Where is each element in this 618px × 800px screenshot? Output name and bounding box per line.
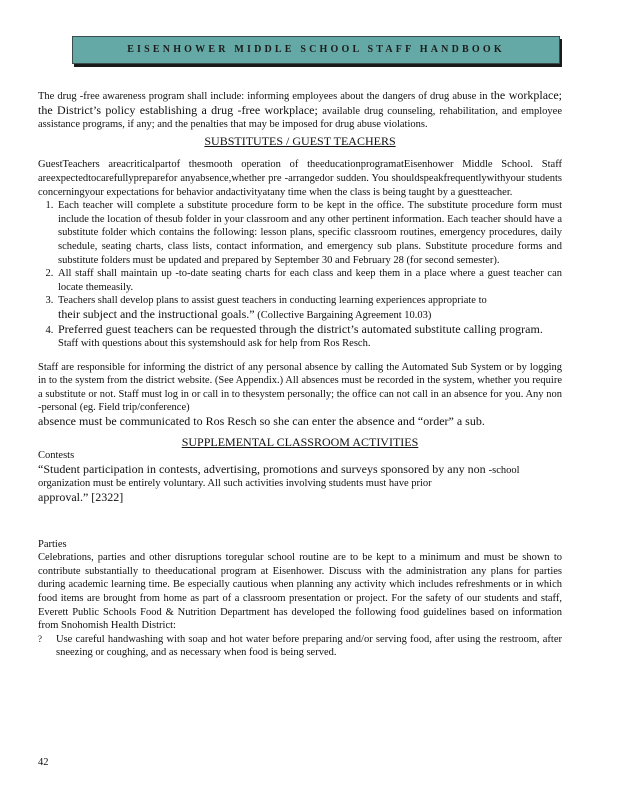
contests-paragraph: “Student participation in contests, advertising, promotions and surveys sponsored by any non -school organization must be entirely voluntary. All such activities involving students must have prior approval.” [2322] (38, 461, 520, 505)
absence-paragraph: Staff are responsible for informing the district of any personal absence by calling the Automated Sub System or by logging in to the system from the district website. (See Appendix.) All absences must be recorded in the system, whether you require a substitute or not. Staff must log in or call in to thesystem personally; the office can not call in an absence for you. Any non -personal (eg. Field trip/conference) absence must be communicated to Ros Resch so she can enter the absence and “order” a sub. (38, 361, 562, 429)
handbook-header-banner (72, 36, 560, 64)
parties-paragraph: Celebrations, parties and other disruptions toregular school routine are to be kept to a minimum and must be shown to contribute substantially to theeducational program at Eisenhower. Discuss with the administration any plans for parties during academic learning time. Be especially cautious when planning any activity which includes refreshments or in which food items are brought from home as part of a classroom presentation or project. For the safety of our students and staff, Everett Public Schools Food & Nutrition Department has developed the following food guidelines based on information from Snohomish Health District: (38, 552, 562, 632)
food-guidelines-list (38, 633, 562, 660)
page-number: 42 (38, 757, 49, 768)
handbook-title: EISENHOWER MIDDLE SCHOOL STAFF HANDBOOK (127, 44, 505, 55)
substitutes-paragraph: GuestTeachers areacriticalpartof thesmooth operation of theeducationprogramatEisenhower Middle School. Staff areexpectedtocarefullypreparefor anyabsence,whether pre -arrangedor sudden. You shouldspeakfrequentlywithyour students concerningyour expectations for behavior andactivityatany time when the class is being taught by a guestteacher. (38, 159, 562, 198)
list-item: 1. Each teacher will complete a substitute procedure form to be kept in the office. The substitute procedure form must include the location of thesub folder in your classroom and any other pertinent information. Each teacher should have a substitute folder which contains the following: lesson plans, specific classroom routines, emergency procedures, daily schedule, seating charts, class lists, contact information, and emergency sub plans. Substitute procedure forms and substitute folders must be updated and prepared by September 30 and February 28 (for second semester). (56, 199, 562, 267)
drug-free-paragraph: The drug -free awareness program shall include: informing employees about the dangers of drug abuse in the workplace; the District’s policy establishing a drug -free workplace; available drug counseling, rehabilitation, and employee assistance programs, if any; and the penalties that may be imposed for drug abuse violations. (38, 88, 563, 131)
parties-label: Parties (38, 538, 67, 550)
contests-label: Contests (38, 450, 75, 462)
list-item: 2. All staff shall maintain up -to-date seating charts for each class and keep them in a place where a guest teacher can locate themeasily. (56, 267, 562, 294)
list-item: 3. Teachers shall develop plans to assist guest teachers in conducting learning experiences appropriate to their subject and the instructional goals.” (Collective Bargaining Agreement 10.03) (56, 294, 562, 322)
page-content (38, 89, 562, 660)
substitutes-list (38, 199, 562, 351)
supplemental-heading: SUPPLEMENTAL CLASSROOM ACTIVITIES (181, 434, 419, 449)
list-item: ? Use careful handwashing with soap and hot water before preparing and/or serving food, after using the restroom, after sneezing or coughing, and as necessary when food is being served. (56, 633, 562, 660)
substitutes-heading: SUBSTITUTES / GUEST TEACHERS (204, 133, 396, 148)
list-item: 4. Preferred guest teachers can be requested through the district’s automated substitute calling program. Staff with questions about this systemshould ask for help from Ros Resch. (56, 323, 562, 351)
